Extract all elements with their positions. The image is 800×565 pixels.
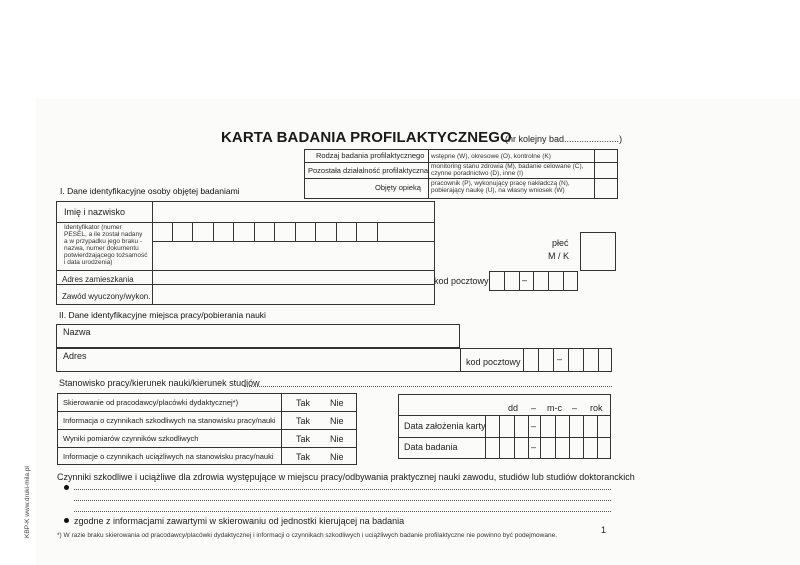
referral-yes[interactable]: Tak bbox=[296, 398, 311, 408]
harmful-info-no[interactable]: Nie bbox=[330, 416, 344, 426]
exam-type-label: Rodzaj badania profilaktycznego bbox=[316, 151, 425, 160]
id-label-3: a w przypadku jego braku - bbox=[64, 238, 143, 245]
position-field[interactable] bbox=[244, 386, 612, 387]
other-activity-options-1: monitoring stanu zdrowia (M), badanie celowane (C), bbox=[431, 163, 584, 170]
name-label: Imię i nazwisko bbox=[64, 207, 126, 217]
workplace-name-label: Nazwa bbox=[63, 327, 91, 337]
postal-code-label: kod pocztowy bbox=[434, 276, 489, 286]
care-field[interactable] bbox=[594, 178, 618, 199]
measurements-yes[interactable]: Tak bbox=[296, 434, 311, 444]
mc-header: m-c bbox=[547, 403, 562, 413]
factors-label: Czynniki szkodliwe i uciążliwe dla zdrowia występujące w miejscu pracy/odbywania praktycznej nauki zawodu, studiów lub studiów doktoranckich bbox=[57, 472, 635, 482]
exam-date-label: Data badania bbox=[404, 442, 458, 452]
exam-date-field[interactable] bbox=[485, 437, 611, 459]
dd-dash: – bbox=[531, 403, 537, 413]
address-label: Adres zamieszkania bbox=[62, 275, 134, 284]
factors-line-3[interactable] bbox=[74, 511, 611, 512]
id-label-6: i data urodzenia) bbox=[64, 259, 113, 266]
care-label: Objęty opieką bbox=[375, 183, 421, 192]
other-activity-label: Pozostała działalność profilaktyczna bbox=[308, 166, 429, 175]
rok-header: rok bbox=[590, 403, 603, 413]
measurements-no[interactable]: Nie bbox=[330, 434, 344, 444]
workplace-postal-label: kod pocztowy bbox=[466, 357, 521, 367]
workplace-address-label: Adres bbox=[63, 351, 87, 361]
measurements-label: Wyniki pomiarów czynników szkodliwych bbox=[63, 434, 199, 443]
exam-number-label: (nr kolejny bad......................) bbox=[505, 134, 623, 144]
dd-header: dd bbox=[508, 403, 519, 413]
section1-heading: I. Dane identyfikacyjne osoby objętej badaniami bbox=[60, 186, 240, 196]
created-date-label: Data założenia karty bbox=[404, 421, 486, 431]
pesel-field[interactable] bbox=[152, 222, 435, 242]
other-activity-field[interactable] bbox=[594, 162, 618, 179]
page-title: KARTA BADANIA PROFILAKTYCZNEGO bbox=[221, 129, 512, 146]
address-field[interactable] bbox=[152, 270, 435, 285]
harmful-info-label: Informacja o czynnikach szkodliwych na stanowisku pracy/nauki bbox=[63, 416, 276, 425]
side-publisher-text: KBP-K www.druki-mila.pl bbox=[24, 466, 31, 538]
care-options-1: pracownik (P), wykonujący pracę nakładczą (N), bbox=[431, 180, 570, 187]
workplace-postal-dash: – bbox=[557, 354, 563, 364]
other-activity-options-2: czynne poradnictwo (D), inne (I) bbox=[431, 170, 524, 177]
nuisance-info-no[interactable]: Nie bbox=[330, 452, 344, 462]
mc-dash: – bbox=[572, 403, 578, 413]
exam-date-dash: – bbox=[531, 442, 537, 452]
harmful-info-yes[interactable]: Tak bbox=[296, 416, 311, 426]
profession-label: Zawód wyuczony/wykon. bbox=[62, 292, 151, 301]
created-date-dash: – bbox=[531, 421, 537, 431]
bullet-icon bbox=[64, 485, 69, 490]
profession-field[interactable] bbox=[152, 285, 435, 305]
nuisance-info-yes[interactable]: Tak bbox=[296, 452, 311, 462]
workplace-address-field[interactable] bbox=[56, 348, 612, 372]
referral-consistent-text: zgodne z informacjami zawartymi w skierowaniu od jednostki kierującej na badania bbox=[74, 516, 405, 526]
sex-options: M / K bbox=[548, 251, 570, 261]
care-options-2: pobierający naukę (U), na własny wniosek (W) bbox=[431, 187, 565, 194]
exam-type-options: wstępne (W), okresowe (O), kontrolne (K) bbox=[431, 153, 551, 160]
bullet-icon bbox=[64, 518, 69, 523]
footnote: *) W razie braku skierowania od pracodawcy/placówki dydaktycznej i informacji o czynnikach szkodliwych i uciążliwych badanie profilaktyczne nie powinno być podejmowane. bbox=[57, 532, 558, 539]
nuisance-info-label: Informacje o czynnikach uciążliwych na stanowisku pracy/nauki bbox=[63, 452, 274, 461]
dates-header bbox=[398, 394, 611, 415]
sex-label: płeć bbox=[552, 238, 569, 248]
id-label-1: Identyfikator (numer bbox=[64, 224, 122, 231]
factors-line-1[interactable] bbox=[74, 489, 611, 490]
id-label-4: nazwa, numer dokumentu bbox=[64, 245, 139, 252]
page-number: 1 bbox=[601, 525, 607, 535]
referral-label: Skierowanie od pracodawcy/placówki dydaktycznej*) bbox=[63, 398, 239, 407]
sex-field[interactable] bbox=[580, 232, 616, 271]
workplace-name-field[interactable] bbox=[56, 324, 460, 348]
position-label: Stanowisko pracy/kierunek nauki/kierunek studiów bbox=[59, 378, 260, 388]
postal-code-dash: – bbox=[522, 275, 528, 285]
factors-line-2[interactable] bbox=[74, 500, 611, 501]
section2-heading: II. Dane identyfikacyjne miejsca pracy/pobierania nauki bbox=[59, 310, 266, 320]
exam-type-field[interactable] bbox=[594, 149, 618, 163]
id-label-2: PESEL, a ile został nadany bbox=[64, 231, 143, 238]
name-field[interactable] bbox=[152, 201, 435, 223]
referral-no[interactable]: Nie bbox=[330, 398, 344, 408]
id-label-5: potwierdzającego tożsamość bbox=[64, 252, 148, 259]
created-date-field[interactable] bbox=[485, 415, 611, 437]
